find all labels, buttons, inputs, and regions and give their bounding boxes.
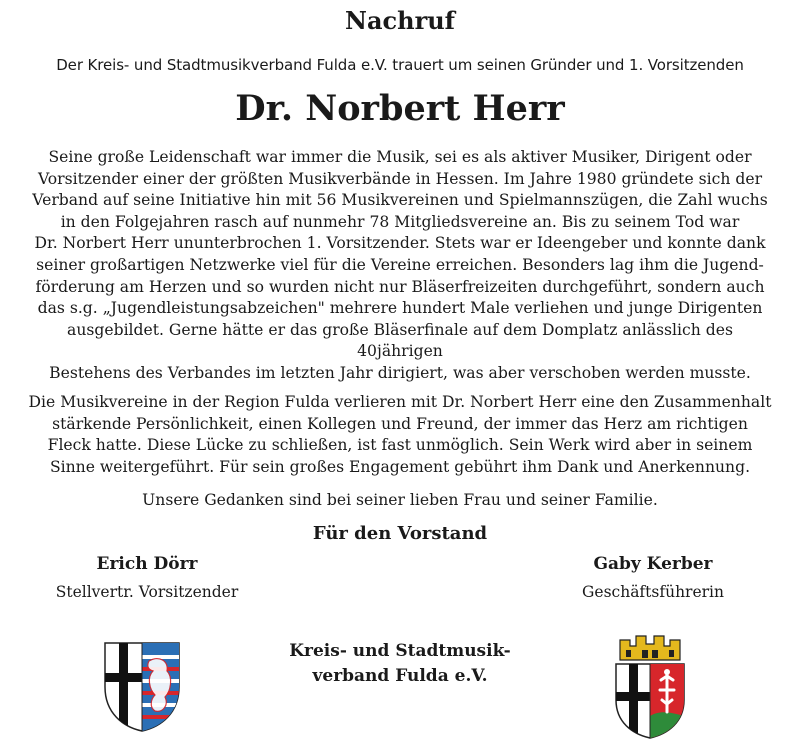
- paragraph-line: in den Folgejahren rasch auf nunmehr 78 Mitgliedsvereine an. Bis zu seinem Tod war: [60, 212, 740, 231]
- signatory-role: Geschäftsführerin: [582, 583, 724, 601]
- paragraph-line: seiner großartigen Netzwerke viel für die Vereine erreichen. Besonders lag ihm die Jugend-: [36, 255, 764, 274]
- paragraph-condolence: Unsere Gedanken sind bei seiner lieben Frau und seiner Familie.: [142, 491, 658, 509]
- district-coat-of-arms-icon: [103, 641, 181, 733]
- paragraph-line: ausgebildet. Gerne hätte er das große Bläserfinale auf dem Domplatz anlässlich des 40jährigen: [67, 320, 733, 361]
- organization-line: verband Fulda e.V.: [312, 666, 488, 686]
- signatory-right: [523, 551, 783, 605]
- organization-line: Kreis- und Stadtmusik-: [289, 641, 511, 661]
- paragraph-line: stärkende Persönlichkeit, einen Kollegen und Freund, der immer das Herz am richtigen: [52, 414, 748, 433]
- paragraph-line: Bestehens des Verbandes im letzten Jahr dirigiert, was aber verschoben werden musste.: [49, 363, 751, 382]
- city-coat-of-arms-icon: [612, 632, 688, 740]
- signatory-role: Stellvertr. Vorsitzender: [55, 583, 239, 601]
- paragraph-line: Verband auf seine Initiative hin mit 56 Musikvereinen und Spielmannszügen, die Zahl wuchs: [32, 191, 768, 210]
- paragraph-legacy: [24, 392, 776, 478]
- board-label: Für den Vorstand: [312, 523, 488, 544]
- paragraph-tribute: [24, 147, 776, 385]
- paragraph-line: Die Musikvereine in der Region Fulda verlieren mit Dr. Norbert Herr eine den Zusammenhalt: [28, 393, 772, 411]
- notice-heading: Nachruf: [345, 6, 455, 35]
- signatory-name: Erich Dörr: [96, 554, 198, 574]
- signatory-name: Gaby Kerber: [593, 554, 713, 574]
- paragraph-line: Dr. Norbert Herr ununterbrochen 1. Vorsitzender. Stets war er Ideengeber und konnte dank: [34, 234, 766, 253]
- paragraph-line: förderung am Herzen und so wurden nicht nur Bläserfreizeiten durchgeführt, sondern auch: [35, 277, 765, 296]
- signatory-left: [17, 551, 277, 605]
- paragraph-line: Seine große Leidenschaft war immer die Musik, sei es als aktiver Musiker, Dirigent oder: [48, 148, 752, 166]
- intro-line: Der Kreis- und Stadtmusikverband Fulda e.V. trauert um seinen Gründer und 1. Vorsitzenden: [56, 56, 744, 74]
- paragraph-line: Sinne weitergeführt. Für sein großes Engagement gebührt ihm Dank und Anerkennung.: [49, 457, 751, 476]
- paragraph-line: Vorsitzender einer der größten Musikverbände in Hessen. Im Jahre 1980 gründete sich der: [37, 169, 763, 188]
- deceased-name: Dr. Norbert Herr: [235, 88, 565, 129]
- paragraph-line: Fleck hatte. Diese Lücke zu schließen, ist fast unmöglich. Sein Werk wird aber in seinem: [47, 436, 753, 455]
- paragraph-line: das s.g. „Jugendleistungsabzeichen" mehrere hundert Male verliehen und junge Dirigenten: [37, 299, 763, 318]
- organization-name: [250, 639, 550, 689]
